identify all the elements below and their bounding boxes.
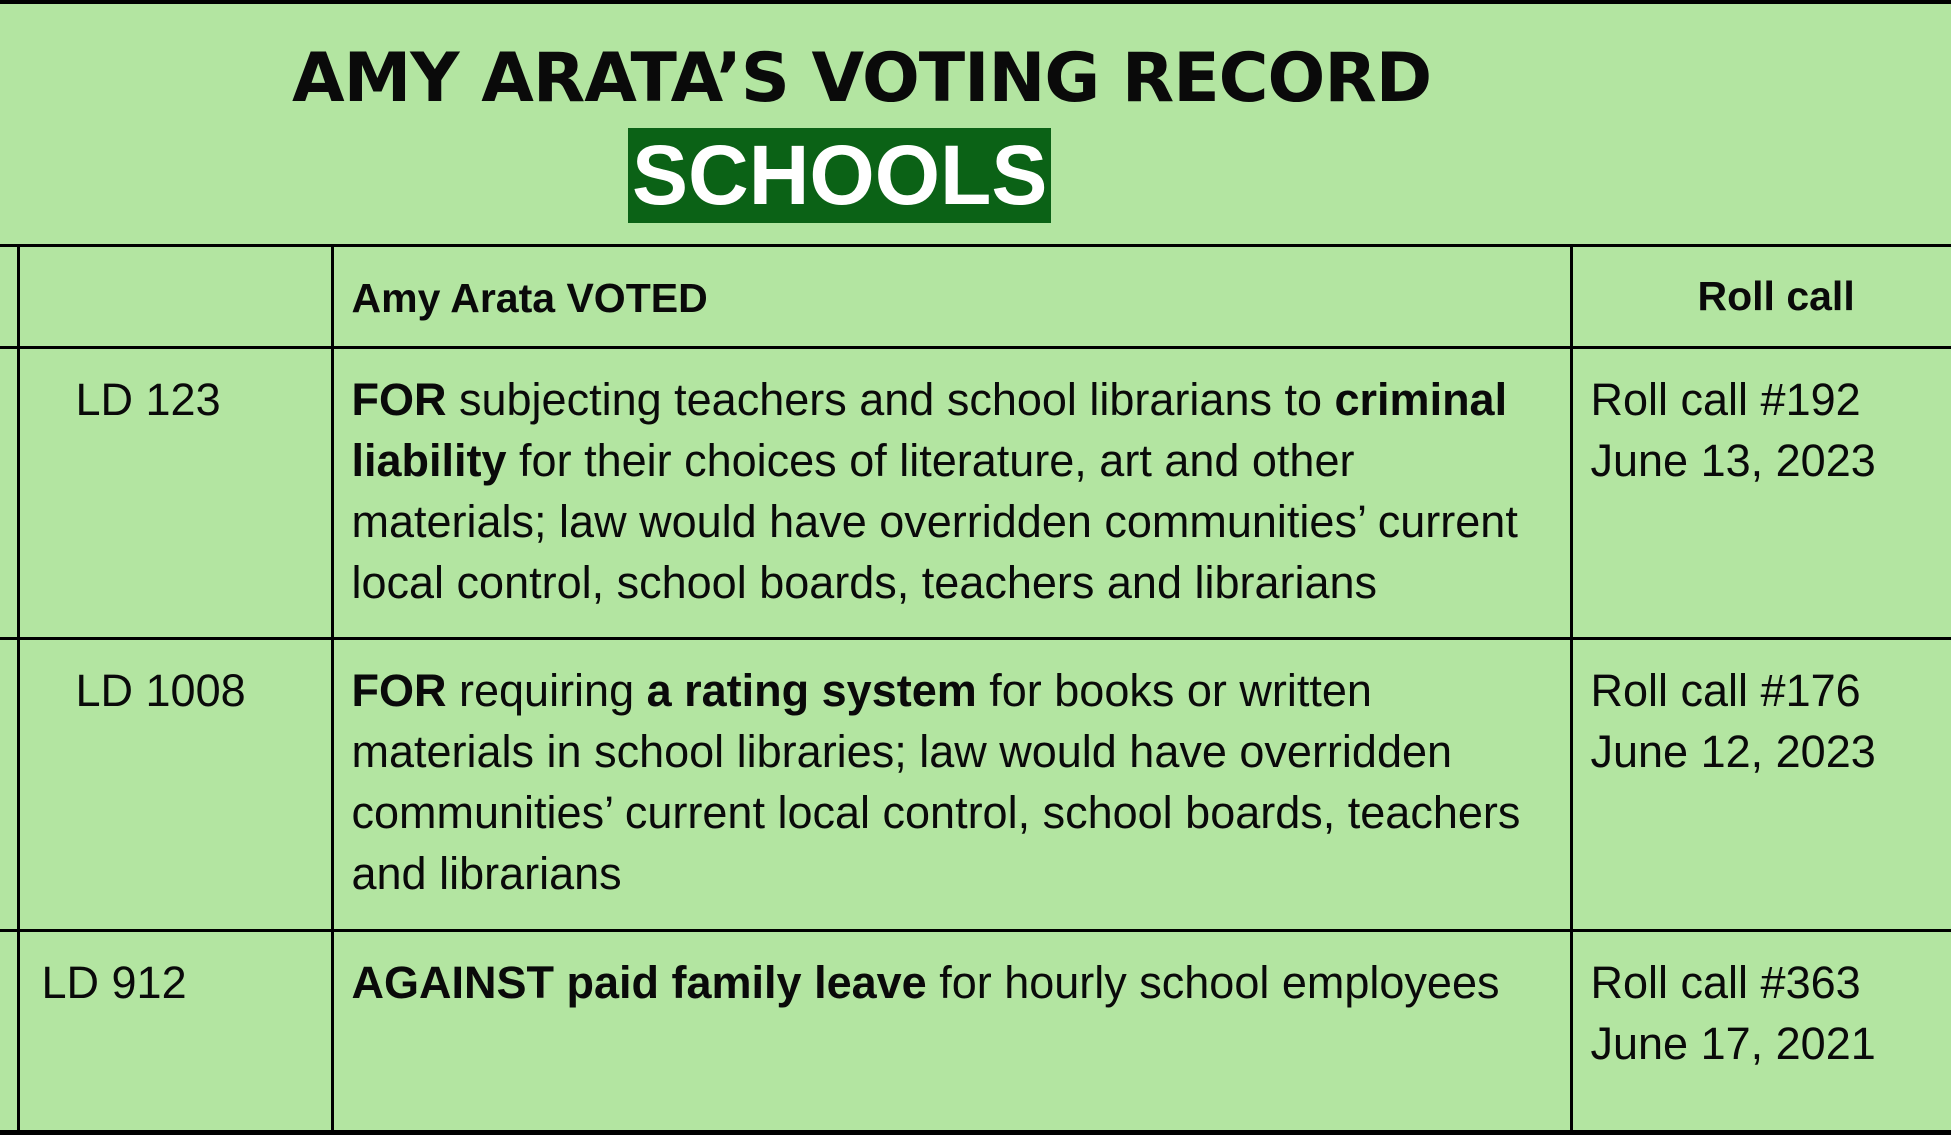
bill-number: LD 123 (18, 348, 332, 639)
description-text: for their choices of literature, art and other materials; law would have overridden communities’ current local control, school boards, teachers and librarians (351, 435, 1518, 608)
page-title: AMY ARATA’S VOTING RECORD (292, 39, 1432, 118)
roll-call-date: June 12, 2023 (1590, 726, 1876, 777)
roll-call-date: June 17, 2021 (1590, 1018, 1876, 1069)
voting-record-table (0, 244, 1951, 1135)
edge-cell (0, 639, 18, 931)
top-border (0, 0, 1951, 4)
bill-number: LD 1008 (18, 639, 332, 931)
vote-position: AGAINST paid family leave (351, 957, 927, 1008)
table-row (0, 931, 1951, 1135)
description-text: requiring (446, 665, 647, 716)
roll-call-number: Roll call #363 (1590, 957, 1861, 1008)
bottom-border (0, 1130, 1951, 1135)
vote-description (332, 639, 1571, 931)
vote-description (332, 931, 1571, 1135)
bill-number: LD 912 (18, 931, 332, 1135)
table-header-row (0, 246, 1951, 348)
description-emphasis: criminal liability (351, 374, 1508, 486)
roll-call-number: Roll call #176 (1590, 665, 1861, 716)
vote-position: FOR (351, 665, 447, 716)
roll-call-cell (1571, 931, 1951, 1135)
bill-header-cell (18, 246, 332, 348)
description-text: for books or written materials in school libraries; law would have overridden communities’ current local control, school boards, teachers and librarians (351, 665, 1521, 899)
vote-position: FOR (351, 374, 447, 425)
roll-call-number: Roll call #192 (1590, 374, 1861, 425)
vote-column-header: Amy Arata VOTED (332, 246, 1571, 348)
table-row (0, 639, 1951, 931)
description-text: subjecting teachers and school librarians to (446, 374, 1335, 425)
table-row (0, 348, 1951, 639)
roll-call-cell (1571, 639, 1951, 931)
edge-cell (0, 348, 18, 639)
roll-call-date: June 13, 2023 (1590, 435, 1876, 486)
roll-call-column-header: Roll call (1571, 246, 1951, 348)
description-text: for hourly school employees (926, 957, 1500, 1008)
edge-cell (0, 931, 18, 1135)
section-subtitle-badge: SCHOOLS (628, 128, 1051, 223)
vote-description (332, 348, 1571, 639)
description-emphasis: a rating system (646, 665, 977, 716)
roll-call-cell (1571, 348, 1951, 639)
edge-header-cell (0, 246, 18, 348)
